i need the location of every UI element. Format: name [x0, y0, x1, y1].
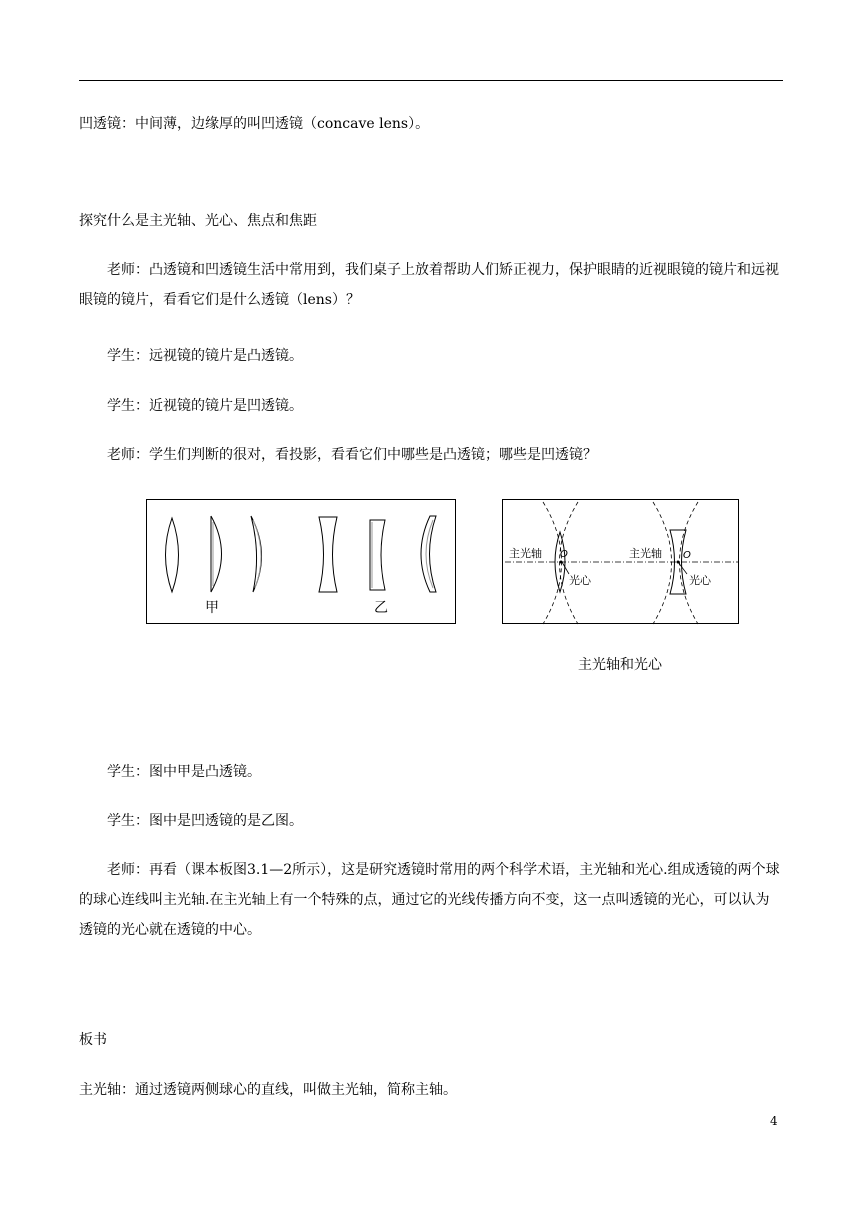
- axis-label-2: 主光轴: [629, 547, 662, 560]
- center-o-label-2: O: [683, 550, 691, 561]
- paragraph-principal-axis-definition: 主光轴：通过透镜两侧球心的直线，叫做主光轴，简称主轴。: [79, 1082, 457, 1098]
- figure-caption: 主光轴和光心: [578, 657, 662, 673]
- biconvex-lens-shape: [166, 518, 179, 592]
- paragraph-student-4: 学生：图中是凹透镜的是乙图。: [107, 813, 303, 829]
- paragraph-student-1: 学生：远视镜的镜片是凸透镜。: [107, 348, 303, 364]
- meniscus-concave-lens-shape: [421, 516, 436, 592]
- paragraph-teacher-2: 老师：学生们判断的很对，看投影，看看它们中哪些是凸透镜；哪些是凹透镜？: [107, 447, 597, 463]
- paragraph-student-2: 学生：近视镜的镜片是凹透镜。: [107, 398, 303, 414]
- optical-center-dot-2: [677, 561, 680, 564]
- label-concave-group: 乙: [374, 600, 388, 616]
- principal-axis-drawing: [503, 500, 740, 625]
- paragraph-teacher-3: 老师：再看（课本板图3.1—2所示），这是研究透镜时常用的两个科学术语，主光轴和光心.组成透镜的两个球的球心连线叫主光轴.在主光轴上有一个特殊的点，通过它的光线传播方向不变，这一点叫透镜的光心，可以认为透镜的光心就在透镜的中心。: [79, 862, 780, 938]
- header-rule: [79, 80, 783, 81]
- section-heading: 探究什么是主光轴、光心、焦点和焦距: [79, 213, 317, 229]
- biconcave-lens-shape: [319, 517, 337, 592]
- center-label-2: 光心: [689, 574, 711, 587]
- axis-label-1: 主光轴: [509, 547, 542, 560]
- lens-types-figure: [146, 499, 456, 624]
- label-convex-group: 甲: [205, 600, 219, 616]
- paragraph-teacher-1: 老师：凸透镜和凹透镜生活中常用到，我们桌子上放着帮助人们矫正视力，保护眼睛的近视眼镜的镜片和远视眼镜的镜片，看看它们是什么透镜（lens）？: [79, 262, 779, 308]
- board-heading: 板书: [79, 1032, 107, 1048]
- page-number: 4: [770, 1114, 778, 1128]
- center-label-1: 光心: [569, 574, 591, 587]
- paragraph-student-3: 学生：图中甲是凸透镜。: [107, 764, 261, 780]
- principal-axis-figure: [502, 499, 739, 624]
- optical-center-dot-1: [560, 561, 563, 564]
- center-o-label-1: O: [560, 549, 568, 560]
- lens-types-drawing: [147, 500, 457, 625]
- paragraph-concave-definition: 凹透镜：中间薄，边缘厚的叫凹透镜（concave lens）。: [79, 116, 430, 132]
